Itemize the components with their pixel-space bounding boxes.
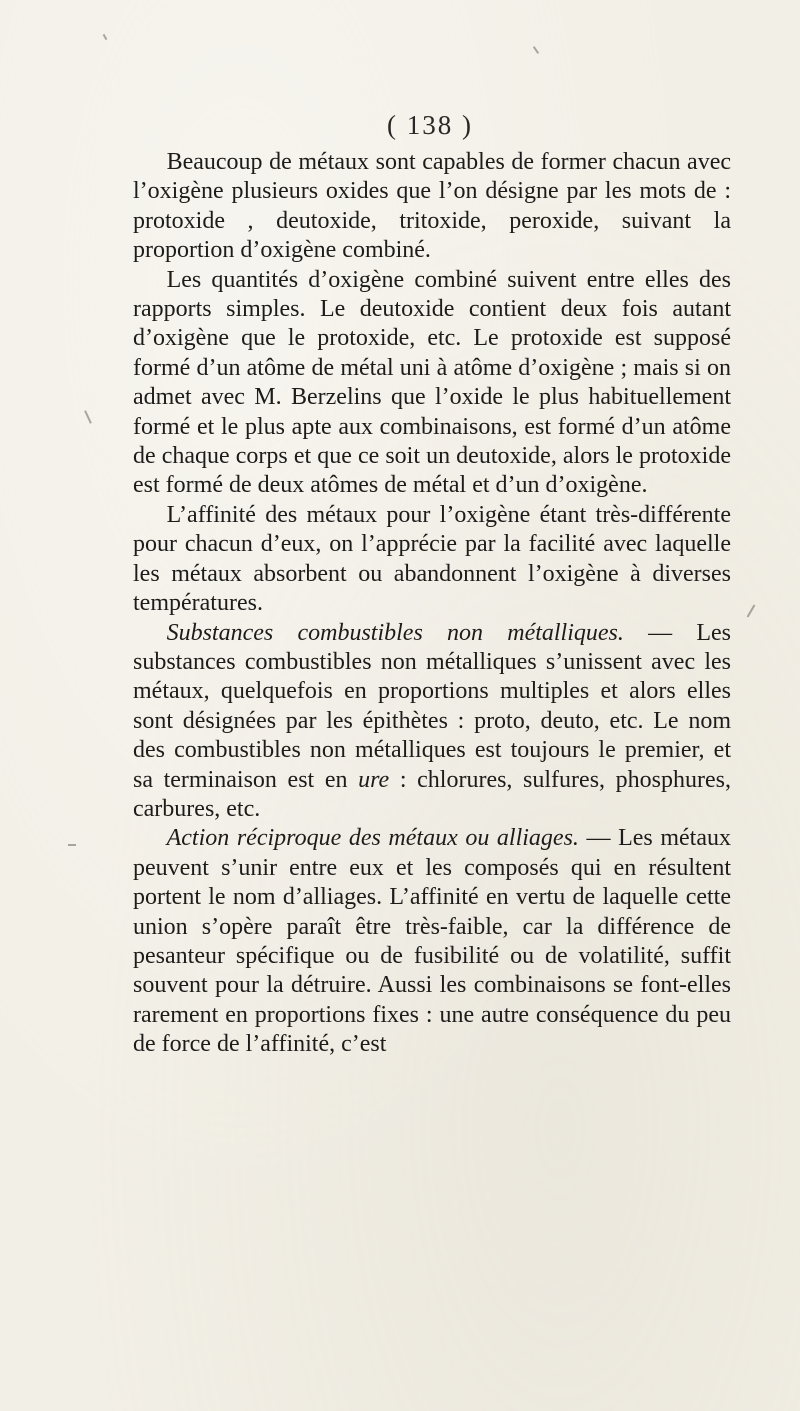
paper-speck — [84, 410, 92, 424]
paragraph-oxides: Beaucoup de métaux sont capables de former chacun avec l’oxigène plusieurs oxides que l’on désigne par les mots de : protoxide , deutoxide, tritoxide, peroxide, suivant la proportion d’oxigène combiné. — [133, 149, 731, 264]
paragraph-alloys — [133, 824, 731, 1059]
section-heading-combustibles: Substances combustibles non métalliques. — [166, 619, 624, 646]
section-heading-alloys: Action réciproque des métaux ou alliages. — [166, 825, 579, 852]
paper-speck — [103, 34, 108, 40]
paragraph-alloys-text: — Les métaux peuvent s’unir entre eux et les composés qui en résultent portent le nom d’alliages. L’affinité en vertu de laquelle cette union s’opère paraît être très-faible, car la différence de pesanteur spécifique ou de fusibilité ou de volatilité, suffit souvent pour la détruire. Aussi les combinaisons se font-elles rarement en proportions fixes : une autre conséquence du peu de force de l’affinité, c’est — [133, 825, 731, 1058]
paragraph-affinity: L’affinité des métaux pour l’oxigène étant très-différente pour chacun d’eux, on l’apprécie par la facilité avec laquelle les métaux absorbent ou abandonnent l’oxigène à diverses températures. — [133, 501, 731, 617]
paragraph-combustibles — [133, 619, 731, 825]
paper-speck — [533, 46, 539, 54]
page-number: ( 138 ) — [387, 110, 473, 140]
paragraph-combustibles-tail: : chlorures, sulfures, phosphures, carbures, etc. — [133, 766, 731, 822]
suffix-term: ure — [358, 766, 390, 793]
paper-speck — [747, 604, 756, 617]
paragraph-quantities: Les quantités d’oxigène combiné suivent entre elles des rapports simples. Le deutoxide contient deux fois autant d’oxigène que le protoxide, etc. Le protoxide est supposé formé d’un atôme de métal uni à atôme d’oxigène ; mais si on admet avec M. Berzelins que l’oxide le plus habituellement formé et le plus apte aux combinaisons, est formé d’un atôme de chaque corps et que ce soit un deutoxide, alors le protoxide est formé de deux atômes de métal et d’un d’oxigène. — [133, 266, 731, 499]
body-text — [133, 148, 731, 1060]
paragraph-combustibles-text: — Les substances combustibles non métalliques s’unissent avec les métaux, quelquefois en proportions multiples et alors elles sont désignées par les épithètes : proto, deuto, etc. Le nom des combustibles non métalliques est toujours le premier, et sa terminaison est en — [133, 619, 731, 793]
paper-speck — [68, 844, 76, 846]
